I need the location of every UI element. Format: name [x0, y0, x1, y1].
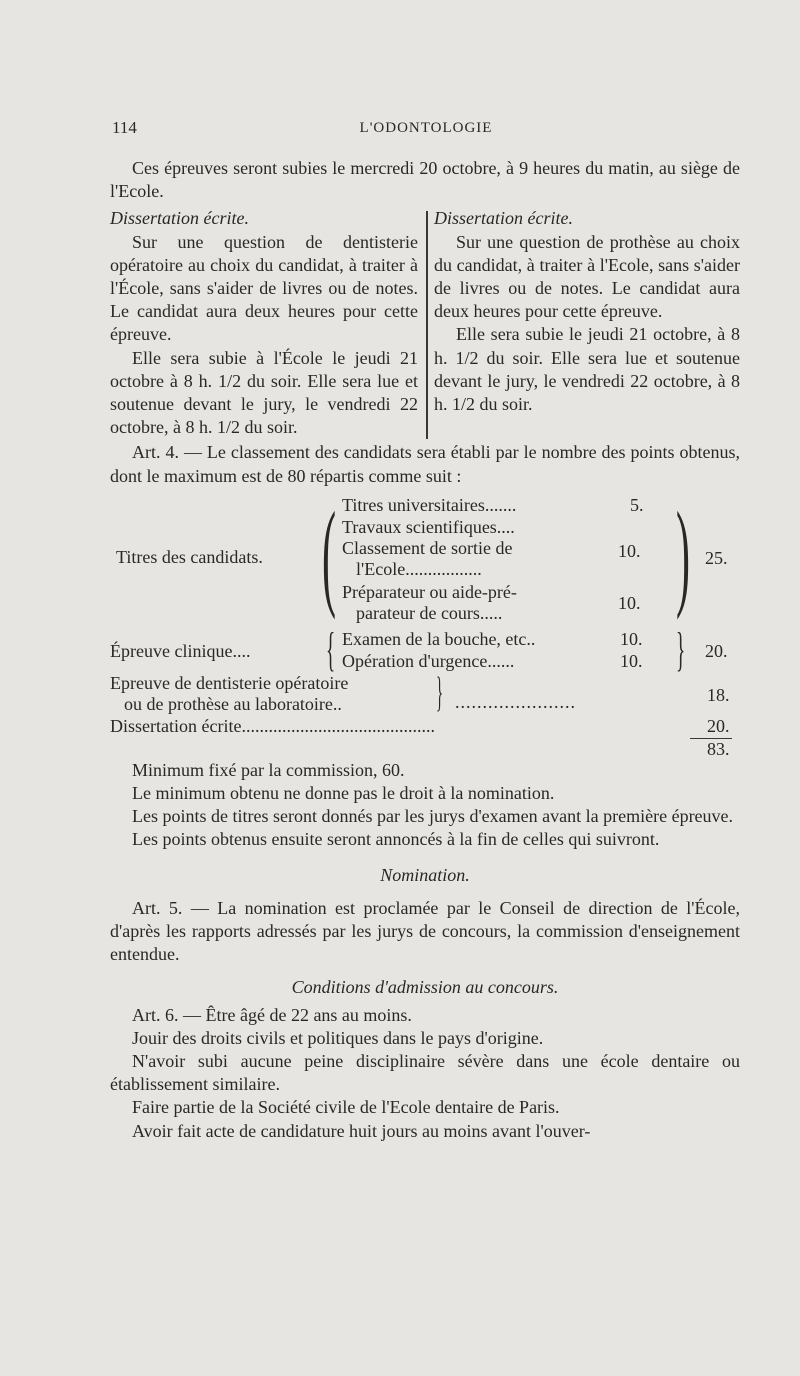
- group2-total: 20.: [705, 640, 728, 661]
- table-row-label: Préparateur ou aide-pré-: [342, 581, 517, 602]
- row7-total: 18.: [707, 684, 730, 705]
- group2-label: Épreuve clinique....: [110, 640, 251, 661]
- table-row-label: Opération d'urgence......: [342, 650, 515, 671]
- left-column-heading: Dissertation écrite.: [110, 208, 249, 229]
- page-body: [110, 157, 740, 1143]
- table-row-label: ou de prothèse au laboratoire..: [124, 693, 342, 714]
- condition-paragraph: Avoir fait acte de candidature huit jours au moins avant l'ouver-: [132, 1120, 591, 1141]
- table-row-label: Titres universitaires.......: [342, 494, 517, 515]
- group1-label: Titres des candidats.: [116, 546, 263, 567]
- after-table-paragraph: Minimum fixé par la commission, 60.: [132, 759, 405, 780]
- article-4: Art. 4. — Le classement des candidats sera établi par le nombre des points obtenus, dont le maximum est de 80 répartis comme suit :: [110, 442, 740, 486]
- table-row-label: Dissertation écrite...........................................: [110, 715, 435, 736]
- dot-leader: ......................: [455, 691, 576, 712]
- row8-total: 20.: [707, 715, 730, 736]
- table-row-value: 5.: [630, 494, 644, 515]
- condition-paragraph: Jouir des droits civils et politiques dans le pays d'origine.: [132, 1027, 544, 1048]
- condition-paragraph: Faire partie de la Société civile de l'Ecole dentaire de Paris.: [132, 1097, 560, 1118]
- two-column-block: [110, 207, 740, 439]
- column-divider: [426, 211, 428, 439]
- table-row-label: l'Ecole.................: [356, 558, 482, 579]
- after-table-paragraph: Le minimum obtenu ne donne pas le droit à la nomination.: [132, 783, 555, 804]
- right-brace-icon: ): [676, 486, 690, 620]
- intro-paragraph: Ces épreuves seront subies le mercredi 20 octobre, à 9 heures du matin, au siège de l'Ecole.: [110, 158, 740, 202]
- table-row-value: 10.: [618, 592, 641, 613]
- left-column-paragraph: Elle sera subie à l'École le jeudi 21 octobre à 8 h. 1/2 du soir. Elle sera lue et soutenue devant le jury, le vendredi 22 octobre, à 8 h. 1/2 du soir.: [110, 347, 418, 438]
- right-column-paragraph: Elle sera subie le jeudi 21 octobre, à 8 h. 1/2 du soir. Elle sera lue et soutenue devant le jury, le vendredi 22 octobre, à 8 h. 1/2 du soir.: [434, 324, 740, 415]
- right-column-paragraph: Sur une question de prothèse au choix du candidat, à traiter à l'Ecole, sans s'aider de livres ou de notes. Le candidat aura deux heures pour cette épreuve.: [434, 231, 740, 322]
- points-table: [110, 486, 740, 759]
- condition-paragraph: N'avoir subi aucune peine disciplinaire sévère dans une école dentaire ou établissement similaire.: [110, 1051, 740, 1095]
- left-column: [110, 207, 418, 439]
- after-table-paragraph: Les points obtenus ensuite seront annoncés à la fin de celles qui suivront.: [132, 829, 660, 850]
- right-brace-icon: }: [436, 669, 444, 716]
- table-row-label: Classement de sortie de: [342, 537, 513, 558]
- condition-paragraph: Art. 6. — Être âgé de 22 ans au moins.: [132, 1004, 412, 1025]
- conditions-heading: Conditions d'admission au concours.: [291, 977, 559, 998]
- right-column-heading: Dissertation écrite.: [434, 208, 573, 229]
- page-header: [112, 118, 740, 142]
- right-column: [434, 207, 740, 439]
- running-title: L'ODONTOLOGIE: [359, 120, 493, 136]
- nomination-heading: Nomination.: [380, 864, 470, 885]
- table-row-label: parateur de cours.....: [356, 602, 503, 623]
- article-5: Art. 5. — La nomination est proclamée par le Conseil de direction de l'École, d'après les rapports adressés par les jurys de concours, la commission d'enseignement entendue.: [110, 897, 740, 965]
- right-brace-icon: }: [676, 622, 686, 676]
- left-column-paragraph: Sur une question de dentisterie opératoire au choix du candidat, à traiter à l'École, sans s'aider de livres ou de notes. Le candidat aura deux heures pour cette épreuve.: [110, 231, 418, 345]
- grand-total: 83.: [707, 738, 730, 759]
- page-number: 114: [112, 118, 137, 137]
- table-row-value: 10.: [618, 540, 641, 561]
- table-row-label: Epreuve de dentisterie opératoire: [110, 672, 349, 693]
- table-row-value: 10.: [620, 650, 643, 671]
- group1-total: 25.: [705, 547, 728, 568]
- table-row-value: 10.: [620, 628, 643, 649]
- left-brace-icon: {: [326, 622, 336, 676]
- after-table-paragraph: Les points de titres seront donnés par les jurys d'examen avant la première épreuve.: [132, 806, 734, 827]
- left-brace-icon: (: [322, 486, 336, 620]
- table-row-label: Travaux scientifiques....: [342, 516, 515, 537]
- table-row-label: Examen de la bouche, etc..: [342, 628, 536, 649]
